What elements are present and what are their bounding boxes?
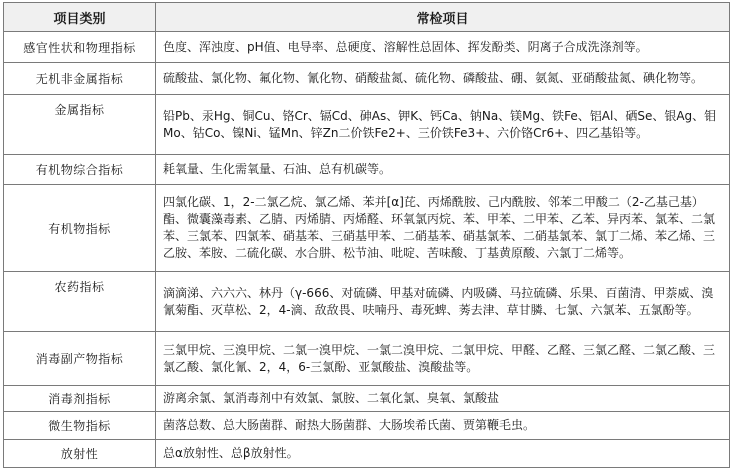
table-row xyxy=(4,32,730,63)
row-items: 铅Pb、汞Hg、铜Cu、铬Cr、镉Cd、砷As、钾K、钙Ca、钠Na、镁Mg、铁Fe、铝Al、硒Se、银Ag、钼Mo、钴Co、镍Ni、锰Mn、锌Zn二价铁Fe2+、三价铁Fe3+、六价铬Cr6+、四乙基铅等。 xyxy=(156,95,730,155)
table-row xyxy=(4,185,730,272)
row-items: 硫酸盐、氯化物、氟化物、氰化物、硝酸盐氮、硫化物、磷酸盐、硼、氨氮、亚硝酸盐氮、碘化物等。 xyxy=(156,63,730,95)
row-category: 有机物综合指标 xyxy=(4,155,156,185)
row-items: 耗氧量、生化需氧量、石油、总有机碳等。 xyxy=(156,155,730,185)
row-items: 菌落总数、总大肠菌群、耐热大肠菌群、大肠埃希氏菌、贾第鞭毛虫。 xyxy=(156,412,730,440)
row-category: 放射性 xyxy=(4,440,156,468)
table-row xyxy=(4,155,730,185)
row-category: 农药指标 xyxy=(4,272,156,332)
table-row xyxy=(4,63,730,95)
row-category: 感官性状和物理指标 xyxy=(4,32,156,63)
table-row xyxy=(4,272,730,332)
row-category: 金属指标 xyxy=(4,95,156,155)
table-row xyxy=(4,412,730,440)
row-category: 无机非金属指标 xyxy=(4,63,156,95)
table-row xyxy=(4,95,730,155)
header-items: 常检项目 xyxy=(156,3,730,32)
row-category: 微生物指标 xyxy=(4,412,156,440)
table-row xyxy=(4,386,730,412)
row-items: 四氯化碳、1，2-二氯乙烷、氯乙烯、苯并[α]芘、丙烯酰胺、己内酰胺、邻苯二甲酸二（2-乙基己基）酯、微囊藻毒素、乙腈、丙烯腈、丙烯醛、环氧氯丙烷、苯、甲苯、二甲苯、乙苯、异丙苯、氯苯、二氯苯、三氯苯、四氯苯、硝基苯、三硝基甲苯、二硝基苯、硝基氯苯、二硝基氯苯、氯丁二烯、苯乙烯、三乙胺、苯胺、二硫化碳、水合肼、松节油、吡啶、苦味酸、丁基黄原酸、六氯丁二烯等。 xyxy=(156,185,730,272)
inspection-items-table-container xyxy=(3,2,729,468)
row-category: 消毒副产物指标 xyxy=(4,332,156,386)
row-items: 游离余氯、氯消毒剂中有效氯、氯胺、二氧化氯、臭氧、氯酸盐 xyxy=(156,386,730,412)
row-category: 有机物指标 xyxy=(4,185,156,272)
row-items: 滴滴涕、六六六、林丹（γ-666、对硫磷、甲基对硫磷、内吸磷、马拉硫磷、乐果、百菌清、甲萘威、溴氰菊酯、灭草松、2，4-滴、敌敌畏、呋喃丹、毒死蜱、莠去津、草甘膦、七氯、六氯苯、五氯酚等。 xyxy=(156,272,730,332)
table-header-row xyxy=(4,3,730,32)
table-row xyxy=(4,440,730,468)
table-row xyxy=(4,332,730,386)
row-items: 总α放射性、总β放射性。 xyxy=(156,440,730,468)
row-items: 三氯甲烷、三溴甲烷、二氯一溴甲烷、一氯二溴甲烷、二氯甲烷、甲醛、乙醛、三氯乙醛、二氯乙酸、三氯乙酸、氯化氰、2，4，6-三氯酚、亚氯酸盐、溴酸盐等。 xyxy=(156,332,730,386)
inspection-items-table xyxy=(3,2,730,468)
row-category: 消毒剂指标 xyxy=(4,386,156,412)
row-items: 色度、浑浊度、pH值、电导率、总硬度、溶解性总固体、挥发酚类、阴离子合成洗涤剂等。 xyxy=(156,32,730,63)
header-category: 项目类别 xyxy=(4,3,156,32)
